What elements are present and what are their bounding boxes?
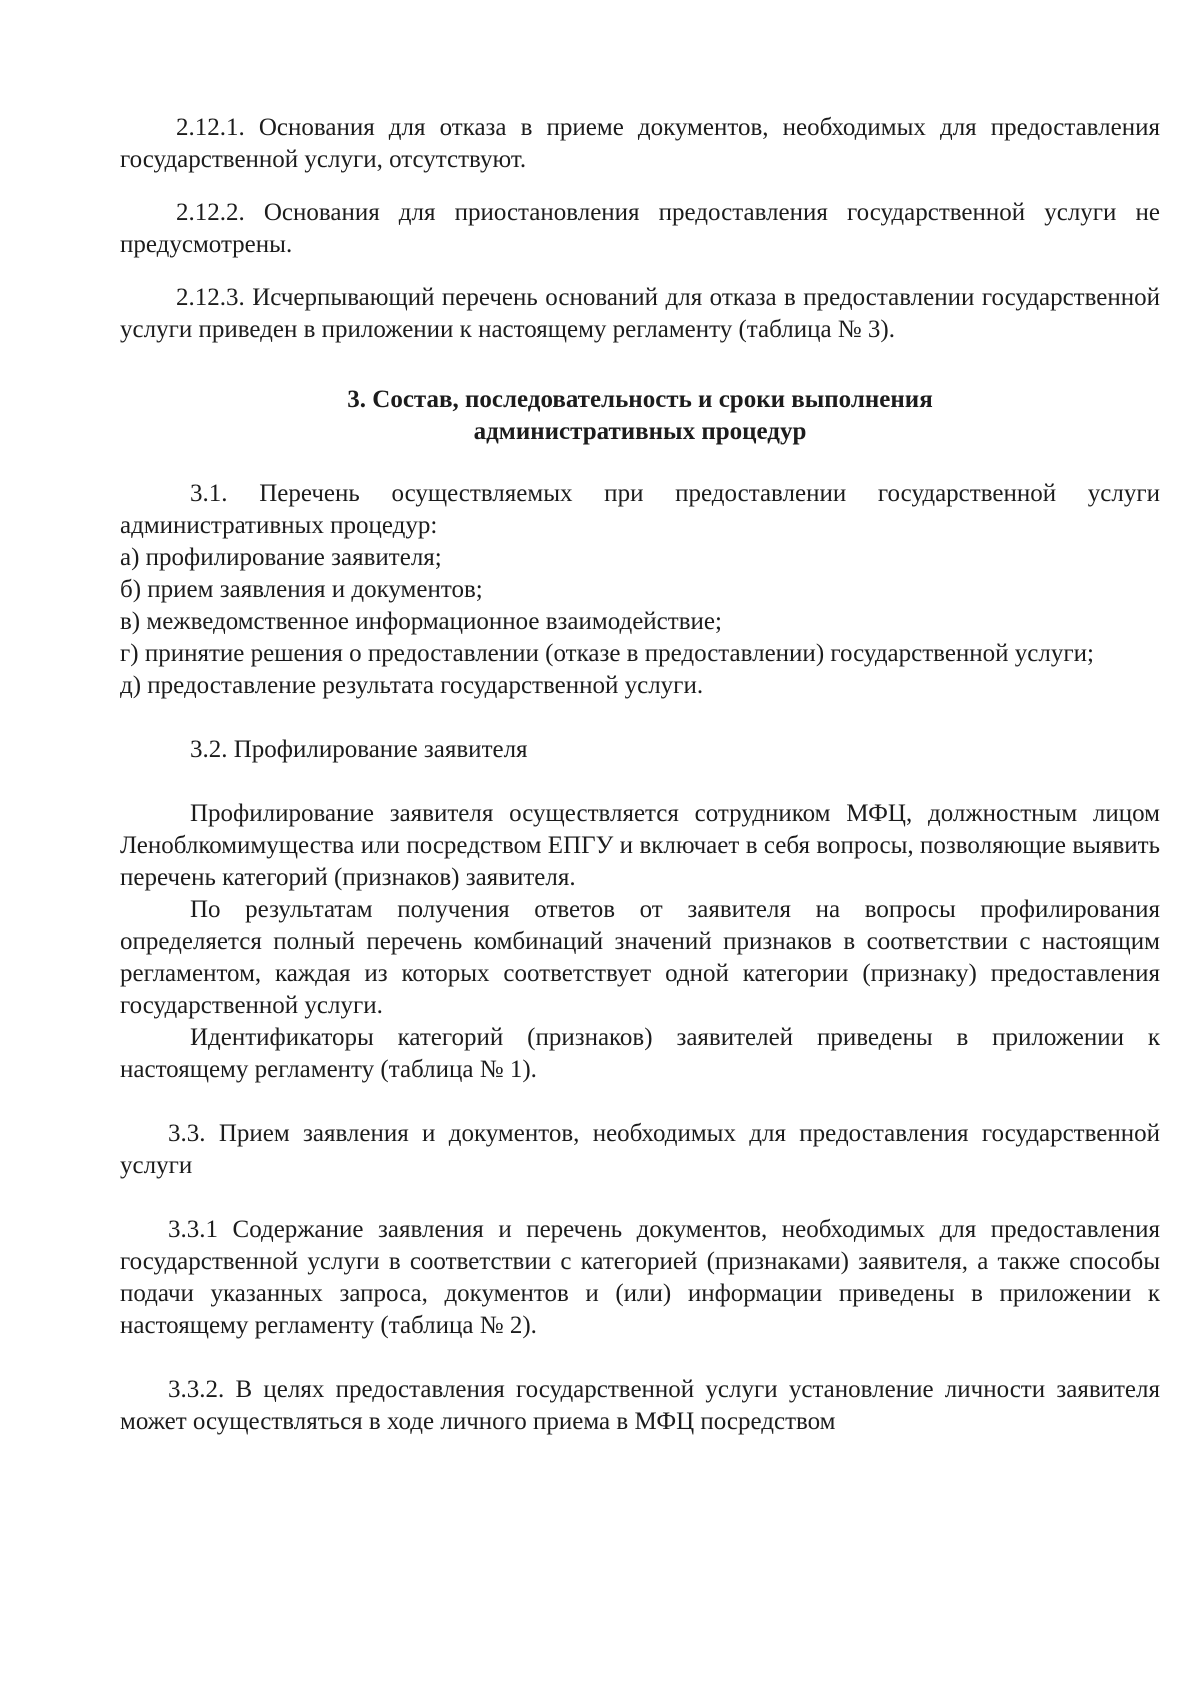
paragraph-3-3-2: 3.3.2. В целях предоставления государственной услуги установление личности заявителя может осуществляться в ходе личного приема в МФЦ посредством <box>120 1376 1160 1435</box>
list-item-c: в) межведомственное информационное взаимодействие; <box>120 608 722 635</box>
paragraph-3-2-a: Профилирование заявителя осуществляется сотрудником МФЦ, должностным лицом Леноблкомимущества или посредством ЕПГУ и включает в себя вопросы, позволяющие выявить перечень категорий (признаков) заявителя. <box>120 800 1160 891</box>
list-item-b: б) прием заявления и документов; <box>120 576 483 603</box>
section-3-heading <box>120 384 1160 448</box>
list-item-a: а) профилирование заявителя; <box>120 544 442 571</box>
subheading-3-3: 3.3. Прием заявления и документов, необходимых для предоставления государственной услуги <box>120 1120 1160 1179</box>
section-3-heading-line1: 3. Состав, последовательность и сроки выполнения <box>347 386 933 413</box>
paragraph-2-12-2: 2.12.2. Основания для приостановления предоставления государственной услуги не предусмотрены. <box>120 199 1160 258</box>
section-3-heading-line2: административных процедур <box>473 418 807 445</box>
paragraph-2-12-1: 2.12.1. Основания для отказа в приеме документов, необходимых для предоставления государственной услуги, отсутствуют. <box>120 114 1160 173</box>
paragraph-3-3-1: 3.3.1 Содержание заявления и перечень документов, необходимых для предоставления государственной услуги в соответствии с категорией (признаками) заявителя, а также способы подачи указанных запроса, документов и (или) информации приведены в приложении к настоящему регламенту (таблица № 2). <box>120 1216 1160 1339</box>
paragraph-3-2-b: По результатам получения ответов от заявителя на вопросы профилирования определяется полный перечень комбинаций значений признаков в соответствии с настоящим регламентом, каждая из которых соответствует одной категории (признаку) предоставления государственной услуги. <box>120 896 1160 1019</box>
document-body <box>120 112 1160 1438</box>
subheading-3-2: 3.2. Профилирование заявителя <box>190 736 528 763</box>
paragraph-2-12-3: 2.12.3. Исчерпывающий перечень оснований для отказа в предоставлении государственной услуги приведен в приложении к настоящему регламенту (таблица № 3). <box>120 284 1160 343</box>
paragraph-3-1-intro: 3.1. Перечень осуществляемых при предоставлении государственной услуги административных процедур: <box>120 480 1160 539</box>
paragraph-3-2-c: Идентификаторы категорий (признаков) заявителей приведены в приложении к настоящему регламенту (таблица № 1). <box>120 1024 1160 1083</box>
list-item-d: г) принятие решения о предоставлении (отказе в предоставлении) государственной услуги; <box>120 640 1094 667</box>
list-item-e: д) предоставление результата государственной услуги. <box>120 672 704 699</box>
